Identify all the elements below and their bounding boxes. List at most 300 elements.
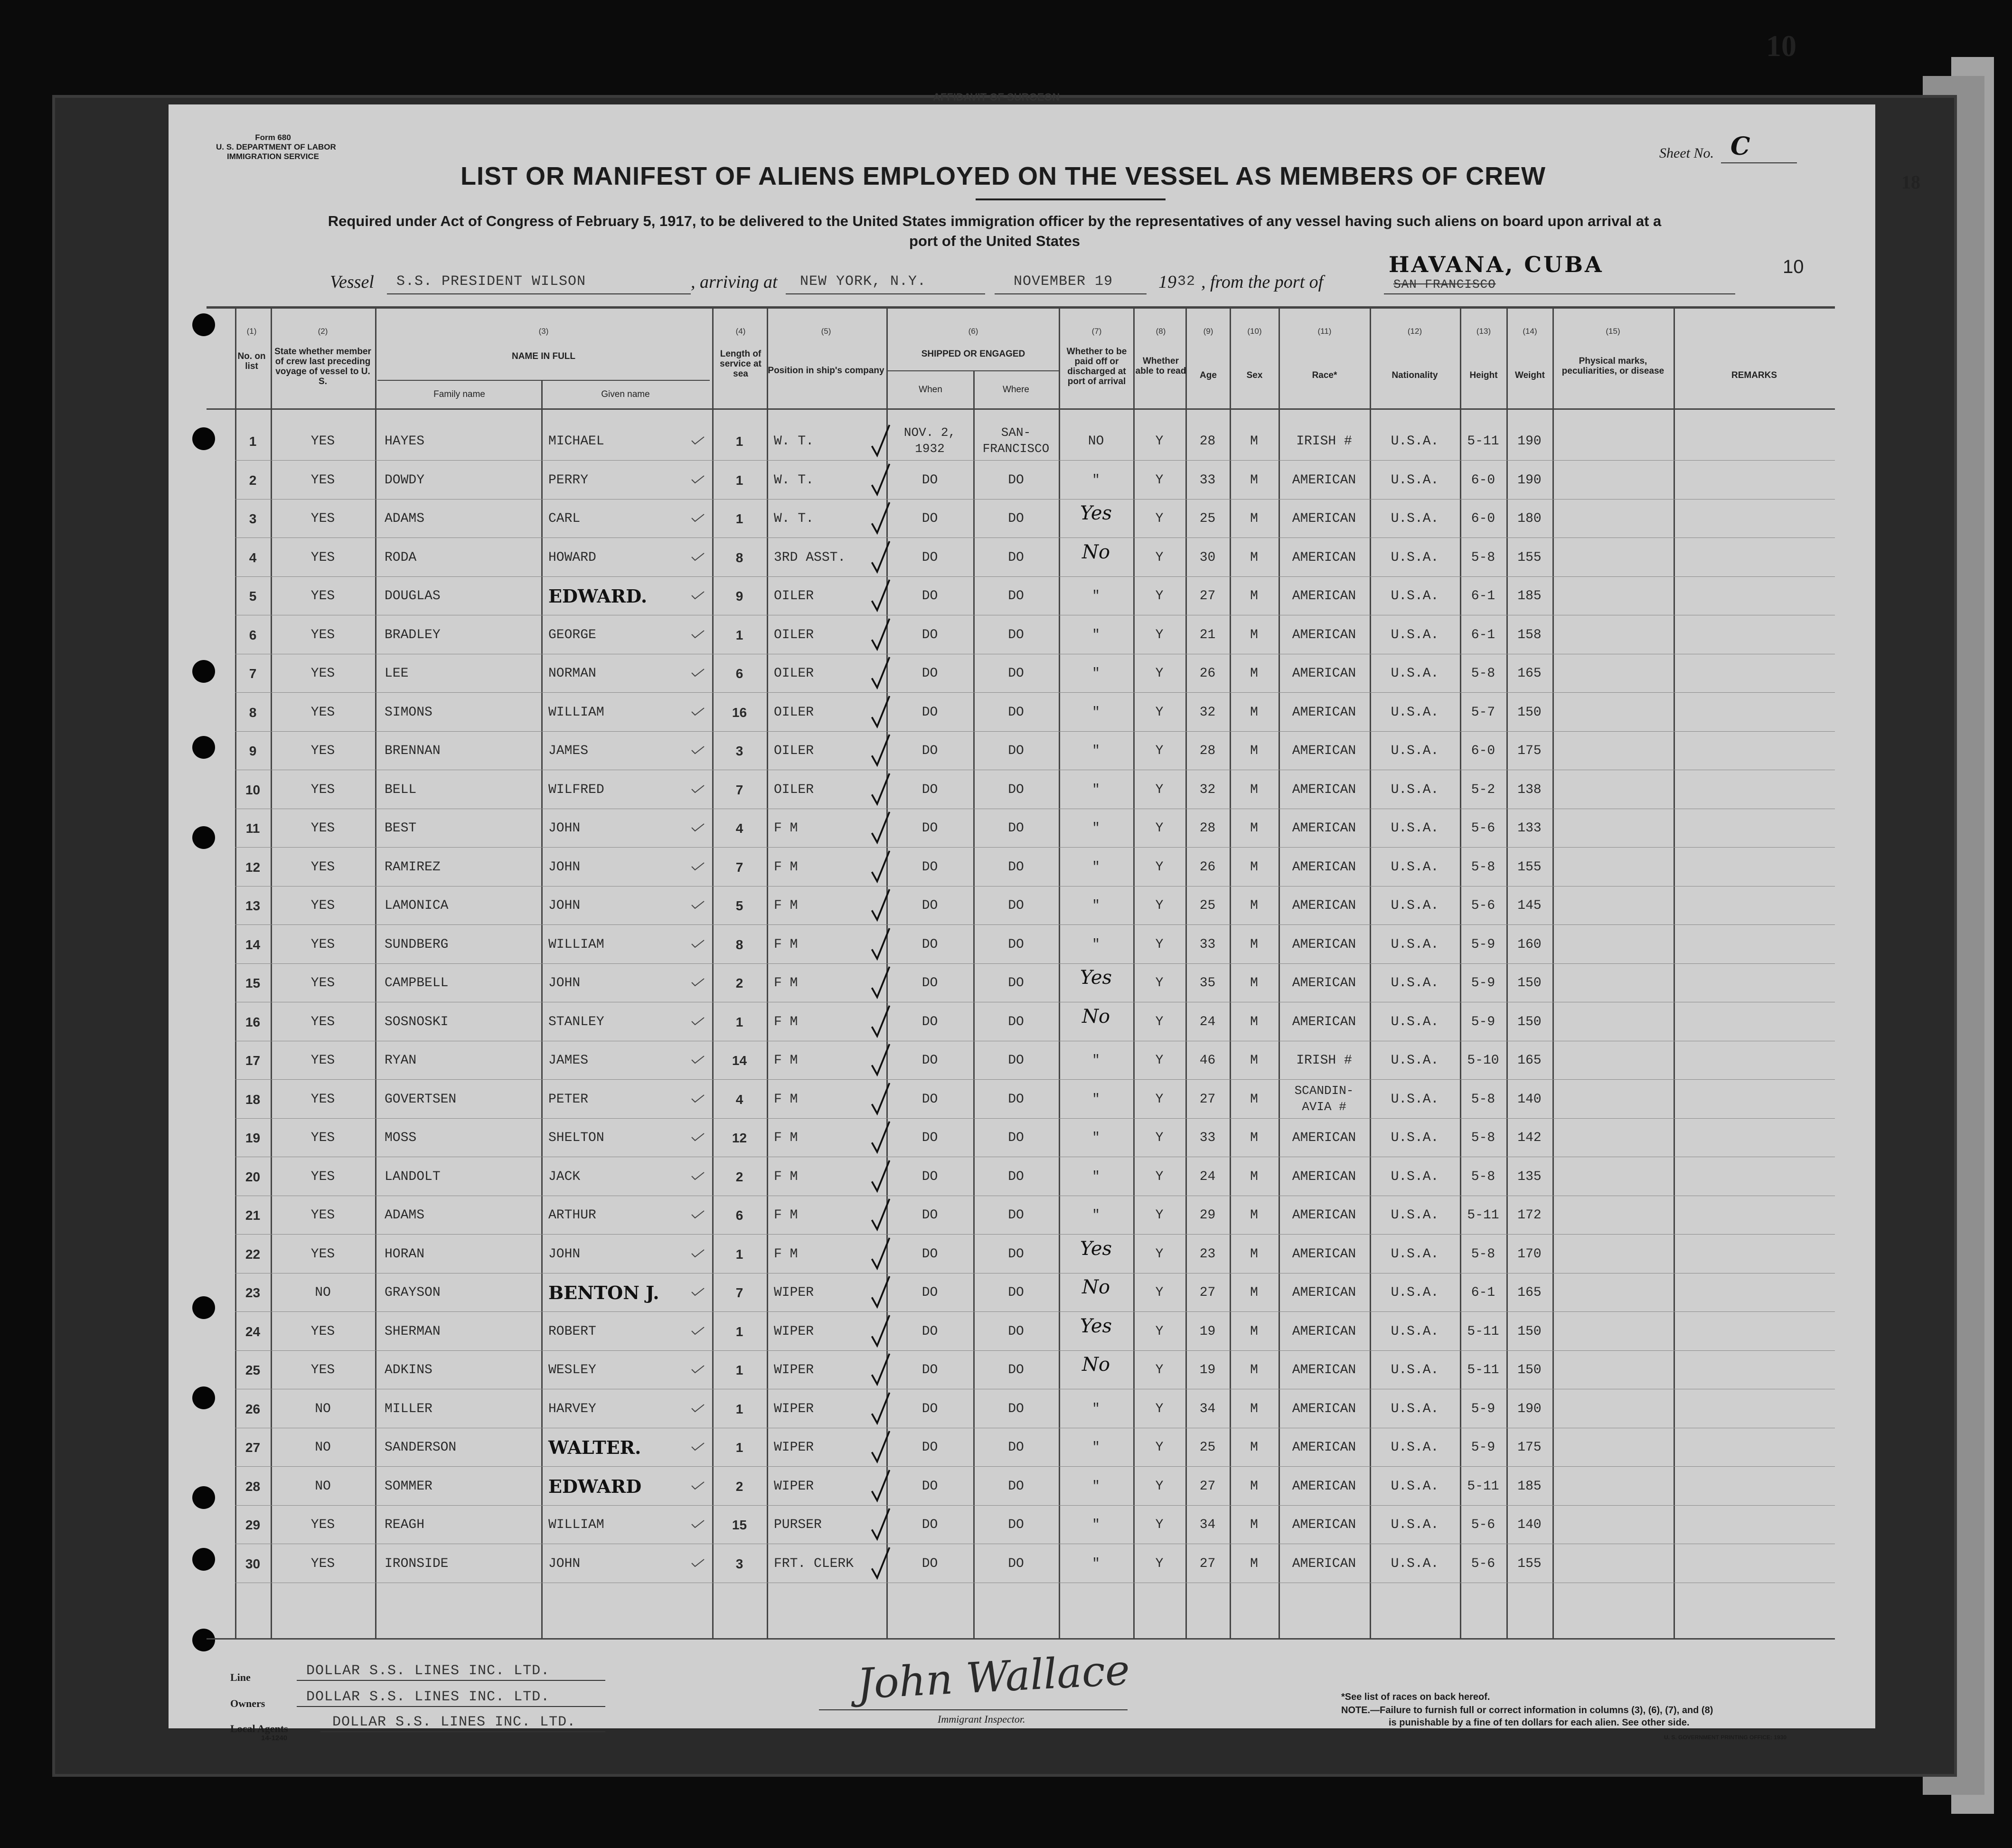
prev-voyage: YES — [310, 472, 335, 488]
page-number: 10 — [1783, 256, 1804, 277]
affidavit-heading: AFFIDAVIT OF SURGEON — [933, 91, 1060, 103]
check-mark-icon — [862, 1235, 900, 1271]
paid-off: Yes — [1080, 502, 1112, 524]
given-name: HOWARD — [548, 550, 596, 565]
where-engaged: DO — [1008, 1401, 1024, 1416]
nationality: U.S.A. — [1391, 1324, 1439, 1339]
check-mark-icon — [862, 1274, 900, 1309]
sex: M — [1250, 744, 1258, 758]
agents-underline — [320, 1731, 605, 1732]
table-row — [169, 462, 1875, 500]
row-number: 11 — [245, 821, 260, 836]
given-name: PERRY — [548, 472, 589, 488]
table-row — [169, 1158, 1875, 1196]
row-number: 24 — [245, 1324, 261, 1339]
sex: M — [1250, 1169, 1258, 1184]
prev-voyage: YES — [310, 1169, 335, 1184]
paid-off: Yes — [1080, 1237, 1112, 1260]
row-number: 30 — [245, 1556, 261, 1571]
tick-icon — [691, 436, 705, 445]
corner-number: 18 — [1901, 171, 1920, 193]
prev-voyage: YES — [310, 1324, 335, 1339]
race: AMERICAN — [1292, 1169, 1356, 1184]
sex: M — [1250, 821, 1258, 836]
age: 25 — [1199, 1440, 1216, 1455]
where-engaged: DO — [1008, 1014, 1024, 1029]
given-name: EDWARD — [548, 1475, 642, 1497]
check-mark-icon — [862, 771, 900, 806]
family-name: ADAMS — [385, 511, 425, 526]
when-engaged: DO — [921, 1556, 938, 1571]
nationality: U.S.A. — [1391, 1285, 1439, 1300]
age: 27 — [1199, 1285, 1216, 1300]
tick-icon — [691, 1210, 705, 1219]
top-number: 10 — [1766, 29, 1796, 63]
race: AMERICAN — [1292, 782, 1356, 797]
height: 5-11 — [1467, 1208, 1499, 1223]
where-engaged: DO — [1008, 472, 1024, 488]
height: 5-8 — [1471, 666, 1495, 681]
row-number: 2 — [249, 472, 257, 488]
prev-voyage: YES — [310, 782, 335, 797]
prev-voyage: YES — [310, 1053, 335, 1068]
hdr-when: When — [919, 385, 942, 395]
service-length: 1 — [735, 1401, 743, 1416]
nationality: U.S.A. — [1391, 976, 1439, 990]
race: AMERICAN — [1292, 589, 1356, 603]
where-engaged: DO — [1008, 1092, 1024, 1107]
service-length: 1 — [735, 511, 743, 526]
table-row — [169, 1468, 1875, 1506]
prev-voyage: YES — [310, 1556, 335, 1571]
port-corrected: HAVANA, CUBA — [1389, 252, 1604, 277]
nationality: U.S.A. — [1391, 472, 1439, 488]
hdr-position: Position in ship's company — [768, 366, 884, 376]
tick-icon — [691, 745, 705, 755]
race: AMERICAN — [1292, 1208, 1356, 1223]
position: WIPER — [774, 1324, 814, 1339]
service-length: 2 — [735, 1169, 743, 1184]
given-name: HARVEY — [548, 1401, 596, 1416]
given-name: MICHAEL — [548, 434, 604, 449]
when-engaged: DO — [921, 1363, 938, 1377]
paid-off: " — [1092, 1518, 1100, 1532]
table-row — [169, 694, 1875, 732]
height: 5-11 — [1467, 1324, 1499, 1339]
when-engaged: DO — [921, 1246, 938, 1262]
weight: 140 — [1517, 1518, 1542, 1532]
paid-off: No — [1081, 1005, 1110, 1028]
age: 32 — [1199, 705, 1216, 720]
given-name: JOHN — [548, 821, 581, 836]
able-to-read: Y — [1155, 705, 1164, 720]
prev-voyage: YES — [310, 976, 335, 990]
check-mark-icon — [862, 964, 900, 999]
nationality: U.S.A. — [1391, 705, 1439, 720]
hdr-length-of-service: Length of service at sea — [720, 349, 762, 379]
tick-icon — [691, 1249, 705, 1258]
row-number: 15 — [245, 976, 261, 990]
sex: M — [1250, 627, 1258, 642]
row-number: 14 — [245, 937, 261, 952]
check-mark-icon — [862, 1313, 900, 1348]
col-num-1: (1) — [246, 327, 257, 336]
weight: 190 — [1517, 1401, 1542, 1416]
service-length: 1 — [735, 1246, 743, 1262]
hdr-state-whether: State whether member of crew last preceding voyage of vessel to U. S. — [274, 347, 371, 387]
sex: M — [1250, 589, 1258, 603]
when-engaged: DO — [921, 472, 938, 488]
age: 27 — [1199, 1092, 1216, 1107]
race: AMERICAN — [1292, 821, 1356, 836]
row-number: 27 — [245, 1440, 261, 1455]
vessel-label: Vessel — [330, 272, 374, 292]
tick-icon — [691, 939, 705, 949]
sex: M — [1250, 1131, 1258, 1145]
when-engaged: DO — [921, 976, 938, 990]
table-row — [169, 1390, 1875, 1428]
paid-off: " — [1092, 1479, 1100, 1494]
check-mark-icon — [862, 616, 900, 651]
year-prefix: 19 — [1158, 272, 1176, 292]
check-mark-icon — [862, 1003, 900, 1038]
tick-icon — [691, 552, 705, 562]
service-length: 3 — [735, 1556, 743, 1571]
race: AMERICAN — [1292, 1285, 1356, 1300]
weight: 185 — [1517, 589, 1542, 603]
family-name: SOSNOSKI — [385, 1014, 449, 1029]
col-num-6: (6) — [968, 327, 978, 336]
nationality: U.S.A. — [1391, 821, 1439, 836]
weight: 142 — [1517, 1131, 1542, 1145]
tick-icon — [691, 591, 705, 600]
race: AMERICAN — [1292, 1556, 1356, 1571]
row-divider — [235, 576, 1835, 577]
note-line-1: NOTE.—Failure to furnish full or correct information in columns (3), (6), (7), and (8) — [1341, 1705, 1713, 1716]
paid-off: " — [1092, 705, 1100, 720]
service-length: 1 — [735, 1324, 743, 1339]
prev-voyage: YES — [310, 744, 335, 758]
table-bottom-border — [207, 1638, 1835, 1640]
service-length: 7 — [735, 782, 743, 797]
hdr-remarks: REMARKS — [1731, 370, 1777, 380]
age: 23 — [1199, 1246, 1216, 1262]
prev-voyage: YES — [310, 511, 335, 526]
check-mark-icon — [862, 694, 900, 729]
nationality: U.S.A. — [1391, 782, 1439, 797]
age: 28 — [1199, 744, 1216, 758]
weight: 165 — [1517, 1053, 1542, 1068]
height: 5-8 — [1471, 1169, 1495, 1184]
col-num-2: (2) — [318, 327, 328, 336]
hdr-physical-marks: Physical marks, peculiarities, or disease — [1561, 356, 1664, 376]
row-divider — [235, 847, 1835, 848]
position: FRT. CLERK — [774, 1556, 854, 1571]
weight: 190 — [1517, 472, 1542, 488]
sex: M — [1250, 1401, 1258, 1416]
given-name: JOHN — [548, 976, 581, 990]
row-number: 16 — [245, 1014, 261, 1029]
weight: 150 — [1517, 976, 1542, 990]
family-name: BEST — [385, 821, 417, 836]
hdr-shipped-engaged: SHIPPED OR ENGAGED — [921, 349, 1025, 359]
nationality: U.S.A. — [1391, 1014, 1439, 1029]
row-number: 18 — [245, 1092, 261, 1107]
row-number: 9 — [249, 744, 257, 758]
service-length: 15 — [732, 1518, 747, 1532]
where-engaged: DO — [1008, 1053, 1024, 1068]
age: 24 — [1199, 1169, 1216, 1184]
paid-off: " — [1092, 1131, 1100, 1145]
nationality: U.S.A. — [1391, 627, 1439, 642]
arriving-underline — [786, 293, 985, 294]
agents-label: Local Agents — [230, 1723, 288, 1735]
service-length: 8 — [735, 550, 743, 565]
sex: M — [1250, 550, 1258, 565]
position: WIPER — [774, 1440, 814, 1455]
race: AMERICAN — [1292, 1479, 1356, 1494]
position: WIPER — [774, 1401, 814, 1416]
row-divider — [235, 731, 1835, 732]
height: 6-0 — [1471, 511, 1495, 526]
given-name: WALTER. — [548, 1437, 641, 1458]
table-row — [169, 926, 1875, 964]
weight: 145 — [1517, 898, 1542, 913]
able-to-read: Y — [1155, 627, 1164, 642]
height: 5-9 — [1471, 1440, 1495, 1455]
table-row — [169, 1429, 1875, 1467]
check-mark-icon — [862, 462, 900, 497]
owners-underline — [297, 1706, 605, 1707]
position: F M — [774, 898, 798, 913]
weight: 160 — [1517, 937, 1542, 952]
height: 5-6 — [1471, 821, 1495, 836]
weight: 150 — [1517, 1014, 1542, 1029]
row-number: 19 — [245, 1131, 261, 1145]
col-num-14: (14) — [1523, 327, 1537, 336]
height: 5-6 — [1471, 1518, 1495, 1532]
sex: M — [1250, 937, 1258, 952]
weight: 158 — [1517, 627, 1542, 642]
given-name: EDWARD. — [548, 585, 648, 607]
hdr-weight: Weight — [1515, 370, 1545, 380]
where-engaged: DO — [1008, 976, 1024, 990]
race: AMERICAN — [1292, 550, 1356, 565]
service-length: 6 — [735, 1208, 743, 1223]
tick-icon — [691, 630, 705, 639]
race: AMERICAN — [1292, 1363, 1356, 1377]
position: F M — [774, 976, 798, 990]
height: 6-1 — [1471, 589, 1495, 603]
where-engaged: DO — [1008, 1440, 1024, 1455]
nationality: U.S.A. — [1391, 666, 1439, 681]
family-name: RAMIREZ — [385, 859, 441, 875]
prev-voyage: YES — [310, 1208, 335, 1223]
table-row — [169, 577, 1875, 615]
prev-voyage: NO — [315, 1285, 331, 1300]
col-num-7: (7) — [1091, 327, 1102, 336]
row-number: 4 — [249, 550, 257, 565]
position: WIPER — [774, 1479, 814, 1494]
sheet-value: C — [1730, 132, 1750, 161]
table-row — [169, 1351, 1875, 1389]
service-length: 2 — [735, 1479, 743, 1494]
family-name: IRONSIDE — [385, 1556, 449, 1571]
when-engaged: DO — [921, 1324, 938, 1339]
race: AMERICAN — [1292, 1440, 1356, 1455]
race: AMERICAN — [1292, 1324, 1356, 1339]
age: 21 — [1199, 627, 1216, 642]
given-name: ROBERT — [548, 1324, 596, 1339]
position: OILER — [774, 744, 814, 758]
table-row — [169, 771, 1875, 809]
family-name: DOUGLAS — [385, 589, 441, 603]
row-number: 21 — [245, 1208, 261, 1223]
position: F M — [774, 1014, 798, 1029]
col-num-12: (12) — [1407, 327, 1422, 336]
sex: M — [1250, 1014, 1258, 1029]
nationality: U.S.A. — [1391, 1556, 1439, 1571]
when-engaged: DO — [921, 550, 938, 565]
given-name: JAMES — [548, 1053, 589, 1068]
given-name: STANLEY — [548, 1014, 604, 1029]
prev-voyage: YES — [310, 550, 335, 565]
race: AMERICAN — [1292, 1014, 1356, 1029]
sex: M — [1250, 511, 1258, 526]
service-length: 6 — [735, 666, 743, 681]
row-number: 20 — [245, 1169, 261, 1184]
sex: M — [1250, 859, 1258, 875]
sex: M — [1250, 1479, 1258, 1494]
nationality: U.S.A. — [1391, 1246, 1439, 1262]
table-row — [169, 1003, 1875, 1041]
service-name: IMMIGRATION SERVICE — [227, 152, 319, 161]
family-name: RYAN — [385, 1053, 417, 1068]
subtitle-line-1: Required under Act of Congress of February 5, 1917, to be delivered to the United States immigration officer by the representatives of any vessel having such aliens on board upon arrival at a — [328, 213, 1662, 229]
when-engaged: DO — [921, 1285, 938, 1300]
where-engaged: DO — [1008, 821, 1024, 836]
check-mark-icon — [862, 577, 900, 613]
family-name: RODA — [385, 550, 417, 565]
row-divider — [235, 499, 1835, 500]
prev-voyage: YES — [310, 1363, 335, 1377]
age: 34 — [1199, 1401, 1216, 1416]
height: 5-11 — [1467, 1363, 1499, 1377]
given-name: ARTHUR — [548, 1208, 596, 1223]
race: IRISH # — [1296, 1053, 1352, 1068]
col-num-3: (3) — [538, 327, 549, 336]
table-top-border — [207, 306, 1835, 309]
table-row — [169, 423, 1875, 461]
binding-hole — [192, 313, 215, 336]
check-mark-icon — [862, 926, 900, 961]
inspector-signature: John Wallace — [856, 1645, 1131, 1708]
row-divider — [235, 924, 1835, 925]
family-name: HORAN — [385, 1246, 425, 1262]
when-engaged: NOV. 2, 1932 — [903, 425, 956, 456]
table-row — [169, 1545, 1875, 1583]
sex: M — [1250, 1440, 1258, 1455]
when-engaged: DO — [921, 666, 938, 681]
where-engaged: DO — [1008, 705, 1024, 720]
given-name: WILFRED — [548, 782, 604, 797]
where-engaged: DO — [1008, 1131, 1024, 1145]
when-engaged: DO — [921, 1092, 938, 1107]
when-engaged: DO — [921, 705, 938, 720]
row-number: 29 — [245, 1518, 261, 1532]
table-row — [169, 1274, 1875, 1312]
position: OILER — [774, 666, 814, 681]
check-mark-icon — [862, 1429, 900, 1464]
sheet-label: Sheet No. — [1659, 145, 1714, 161]
able-to-read: Y — [1155, 821, 1164, 836]
row-divider — [235, 963, 1835, 964]
height: 5-9 — [1471, 1401, 1495, 1416]
able-to-read: Y — [1155, 1401, 1164, 1416]
family-name: BRENNAN — [385, 744, 441, 758]
check-mark-icon — [862, 655, 900, 690]
family-name: ADAMS — [385, 1208, 425, 1223]
line-label: Line — [230, 1671, 251, 1683]
paid-off: " — [1092, 589, 1100, 603]
paid-off: " — [1092, 1053, 1100, 1068]
sex: M — [1250, 1285, 1258, 1300]
note-line-2: is punishable by a fine of ten dollars for each alien. See other side. — [1389, 1717, 1690, 1728]
height: 6-0 — [1471, 472, 1495, 488]
tick-icon — [691, 668, 705, 678]
where-engaged: DO — [1008, 1556, 1024, 1571]
service-length: 1 — [735, 1014, 743, 1029]
paid-off: " — [1092, 782, 1100, 797]
age: 27 — [1199, 589, 1216, 603]
position: F M — [774, 1169, 798, 1184]
sex: M — [1250, 1556, 1258, 1571]
binding-hole — [192, 1629, 215, 1651]
row-divider — [235, 1505, 1835, 1506]
check-mark-icon — [862, 1042, 900, 1077]
hdr-age: Age — [1200, 370, 1217, 380]
paid-off: No — [1081, 1354, 1110, 1376]
tick-icon — [691, 1326, 705, 1336]
age: 34 — [1199, 1518, 1216, 1532]
line-value: DOLLAR S.S. LINES INC. LTD. — [306, 1663, 550, 1679]
prev-voyage: YES — [310, 666, 335, 681]
service-length: 16 — [732, 705, 747, 720]
position: OILER — [774, 589, 814, 603]
height: 5-11 — [1467, 1479, 1499, 1494]
able-to-read: Y — [1155, 472, 1164, 488]
weight: 133 — [1517, 821, 1542, 836]
row-number: 5 — [249, 589, 257, 603]
able-to-read: Y — [1155, 666, 1164, 681]
height: 5-9 — [1471, 937, 1495, 952]
paid-off: " — [1092, 472, 1100, 488]
tick-icon — [691, 1017, 705, 1026]
position: OILER — [774, 782, 814, 797]
weight: 170 — [1517, 1246, 1542, 1262]
prev-voyage: YES — [310, 821, 335, 836]
manifest-sheet — [169, 91, 1920, 1742]
given-name: CARL — [548, 511, 581, 526]
row-number: 26 — [245, 1401, 261, 1416]
service-length: 1 — [735, 1363, 743, 1377]
given-name: JOHN — [548, 898, 581, 913]
when-engaged: DO — [921, 821, 938, 836]
age: 29 — [1199, 1208, 1216, 1223]
sex: M — [1250, 1518, 1258, 1532]
line-underline — [297, 1680, 605, 1681]
family-name: DOWDY — [385, 472, 425, 488]
